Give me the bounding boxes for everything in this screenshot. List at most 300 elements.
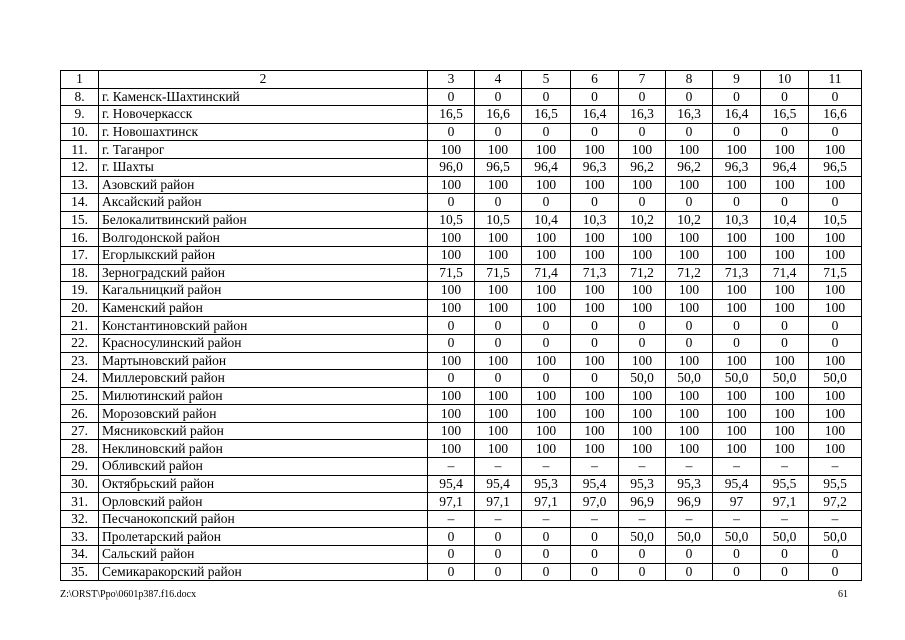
value-cell: 100 [809, 176, 862, 194]
header-cell: 11 [809, 71, 862, 89]
value-cell: 50,0 [713, 528, 761, 546]
table-row [61, 422, 862, 440]
value-cell: 0 [428, 370, 475, 388]
row-name: Миллеровский район [99, 370, 428, 388]
value-cell: 100 [713, 440, 761, 458]
value-cell: 96,2 [619, 158, 666, 176]
value-cell: 100 [619, 352, 666, 370]
footer-file-path: Z:\ORST\Ppo\0601p387.f16.docx [60, 589, 197, 600]
row-name: Мясниковский район [99, 422, 428, 440]
value-cell: – [761, 510, 809, 528]
row-number: 17. [61, 246, 99, 264]
value-cell: 0 [666, 194, 713, 212]
value-cell: 71,3 [713, 264, 761, 282]
value-cell: 0 [619, 546, 666, 564]
row-name: Азовский район [99, 176, 428, 194]
table-row [61, 246, 862, 264]
header-cell: 2 [99, 71, 428, 89]
row-name: Неклиновский район [99, 440, 428, 458]
value-cell: 10,5 [475, 211, 522, 229]
value-cell: 100 [571, 405, 619, 423]
value-cell: – [619, 458, 666, 476]
value-cell: 100 [713, 352, 761, 370]
value-cell: 100 [522, 229, 571, 247]
table-row [61, 317, 862, 335]
row-name: Каменский район [99, 299, 428, 317]
value-cell: 0 [713, 123, 761, 141]
value-cell: 100 [809, 246, 862, 264]
header-cell: 5 [522, 71, 571, 89]
row-number: 25. [61, 387, 99, 405]
table-row [61, 158, 862, 176]
row-name: Мартыновский район [99, 352, 428, 370]
table-row [61, 510, 862, 528]
value-cell: 16,4 [713, 106, 761, 124]
value-cell: 100 [522, 176, 571, 194]
table-row [61, 282, 862, 300]
table-row [61, 370, 862, 388]
value-cell: 100 [475, 282, 522, 300]
value-cell: 97,1 [475, 493, 522, 511]
value-cell: 96,2 [666, 158, 713, 176]
value-cell: 97,2 [809, 493, 862, 511]
value-cell: 0 [666, 123, 713, 141]
row-number: 35. [61, 563, 99, 581]
value-cell: 100 [619, 387, 666, 405]
value-cell: 0 [713, 334, 761, 352]
row-number: 9. [61, 106, 99, 124]
value-cell: 100 [475, 141, 522, 159]
value-cell: 100 [475, 387, 522, 405]
row-number: 18. [61, 264, 99, 282]
table-row [61, 264, 862, 282]
value-cell: 100 [713, 282, 761, 300]
value-cell: 16,5 [761, 106, 809, 124]
value-cell: – [475, 458, 522, 476]
value-cell: 100 [809, 141, 862, 159]
value-cell: 100 [428, 299, 475, 317]
value-cell: 0 [522, 546, 571, 564]
value-cell: 0 [428, 334, 475, 352]
value-cell: – [666, 510, 713, 528]
value-cell: 100 [428, 405, 475, 423]
value-cell: 100 [428, 229, 475, 247]
value-cell: 100 [475, 422, 522, 440]
value-cell: 100 [666, 141, 713, 159]
value-cell: 0 [522, 317, 571, 335]
value-cell: 0 [761, 334, 809, 352]
value-cell: 0 [522, 123, 571, 141]
value-cell: 100 [475, 229, 522, 247]
value-cell: 16,3 [619, 106, 666, 124]
value-cell: 10,4 [522, 211, 571, 229]
value-cell: – [809, 510, 862, 528]
value-cell: 0 [428, 123, 475, 141]
value-cell: 100 [809, 229, 862, 247]
value-cell: 95,5 [761, 475, 809, 493]
value-cell: 100 [761, 387, 809, 405]
value-cell: 100 [571, 282, 619, 300]
value-cell: 100 [713, 229, 761, 247]
value-cell: 0 [809, 123, 862, 141]
row-name: г. Новошахтинск [99, 123, 428, 141]
table-row [61, 440, 862, 458]
value-cell: 50,0 [666, 370, 713, 388]
row-number: 31. [61, 493, 99, 511]
row-name: Красносулинский район [99, 334, 428, 352]
value-cell: 95,3 [619, 475, 666, 493]
value-cell: 0 [809, 546, 862, 564]
value-cell: 50,0 [761, 370, 809, 388]
row-name: Семикаракорский район [99, 563, 428, 581]
value-cell: 0 [571, 563, 619, 581]
value-cell: 97,0 [571, 493, 619, 511]
table-row [61, 405, 862, 423]
row-number: 26. [61, 405, 99, 423]
value-cell: 100 [619, 440, 666, 458]
header-cell: 7 [619, 71, 666, 89]
value-cell: 0 [475, 123, 522, 141]
value-cell: 50,0 [666, 528, 713, 546]
row-number: 11. [61, 141, 99, 159]
value-cell: 100 [713, 141, 761, 159]
value-cell: 16,6 [475, 106, 522, 124]
header-cell: 4 [475, 71, 522, 89]
value-cell: 100 [619, 246, 666, 264]
value-cell: 16,6 [809, 106, 862, 124]
value-cell: 100 [809, 387, 862, 405]
value-cell: 0 [428, 546, 475, 564]
row-name: Октябрьский район [99, 475, 428, 493]
row-name: Обливский район [99, 458, 428, 476]
table-row [61, 493, 862, 511]
row-name: Пролетарский район [99, 528, 428, 546]
value-cell: 0 [666, 563, 713, 581]
value-cell: – [428, 510, 475, 528]
value-cell: 100 [666, 246, 713, 264]
value-cell: 100 [522, 352, 571, 370]
value-cell: 96,4 [761, 158, 809, 176]
row-name: Зерноградский район [99, 264, 428, 282]
value-cell: 100 [761, 352, 809, 370]
value-cell: 0 [666, 546, 713, 564]
value-cell: 16,5 [428, 106, 475, 124]
row-number: 33. [61, 528, 99, 546]
value-cell: 100 [475, 246, 522, 264]
row-number: 16. [61, 229, 99, 247]
value-cell: 100 [761, 141, 809, 159]
header-cell: 9 [713, 71, 761, 89]
value-cell: 96,5 [809, 158, 862, 176]
value-cell: 96,9 [666, 493, 713, 511]
row-name: г. Каменск-Шахтинский [99, 88, 428, 106]
value-cell: 100 [761, 176, 809, 194]
value-cell: 100 [522, 440, 571, 458]
value-cell: 100 [713, 246, 761, 264]
row-name: Егорлыкский район [99, 246, 428, 264]
value-cell: – [522, 458, 571, 476]
value-cell: 71,5 [428, 264, 475, 282]
table-row [61, 563, 862, 581]
value-cell: 71,4 [761, 264, 809, 282]
value-cell: 100 [571, 422, 619, 440]
value-cell: 0 [522, 194, 571, 212]
value-cell: 100 [761, 246, 809, 264]
value-cell: 100 [475, 440, 522, 458]
value-cell: 100 [571, 141, 619, 159]
value-cell: 0 [619, 563, 666, 581]
value-cell: 71,2 [666, 264, 713, 282]
value-cell: 0 [428, 194, 475, 212]
row-number: 22. [61, 334, 99, 352]
value-cell: – [619, 510, 666, 528]
value-cell: 100 [428, 246, 475, 264]
value-cell: 100 [761, 440, 809, 458]
value-cell: 71,4 [522, 264, 571, 282]
value-cell: 100 [571, 440, 619, 458]
value-cell: 95,3 [666, 475, 713, 493]
row-number: 28. [61, 440, 99, 458]
value-cell: 100 [809, 299, 862, 317]
value-cell: 0 [475, 334, 522, 352]
row-number: 13. [61, 176, 99, 194]
value-cell: 0 [619, 88, 666, 106]
table-row [61, 387, 862, 405]
value-cell: 0 [571, 334, 619, 352]
value-cell: 0 [713, 194, 761, 212]
value-cell: 0 [619, 334, 666, 352]
value-cell: 96,3 [571, 158, 619, 176]
value-cell: 100 [475, 405, 522, 423]
value-cell: 100 [761, 299, 809, 317]
row-number: 20. [61, 299, 99, 317]
value-cell: 50,0 [619, 528, 666, 546]
value-cell: 100 [571, 352, 619, 370]
value-cell: 0 [761, 88, 809, 106]
row-name: Константиновский район [99, 317, 428, 335]
value-cell: 0 [809, 334, 862, 352]
value-cell: 96,5 [475, 158, 522, 176]
value-cell: 100 [666, 282, 713, 300]
header-cell: 3 [428, 71, 475, 89]
value-cell: 71,5 [809, 264, 862, 282]
value-cell: 100 [619, 405, 666, 423]
value-cell: 100 [428, 422, 475, 440]
row-number: 10. [61, 123, 99, 141]
value-cell: 100 [666, 176, 713, 194]
value-cell: 100 [809, 422, 862, 440]
table-row [61, 546, 862, 564]
value-cell: 0 [522, 563, 571, 581]
table-row [61, 211, 862, 229]
value-cell: 100 [666, 405, 713, 423]
value-cell: 0 [619, 123, 666, 141]
row-number: 23. [61, 352, 99, 370]
value-cell: 0 [475, 88, 522, 106]
value-cell: 0 [475, 194, 522, 212]
header-cell: 1 [61, 71, 99, 89]
row-number: 30. [61, 475, 99, 493]
value-cell: 10,2 [619, 211, 666, 229]
value-cell: 97,1 [428, 493, 475, 511]
value-cell: 100 [428, 387, 475, 405]
value-cell: 100 [522, 405, 571, 423]
table-row [61, 106, 862, 124]
table-body [61, 71, 862, 581]
value-cell: 100 [713, 422, 761, 440]
value-cell: 0 [666, 317, 713, 335]
value-cell: 100 [619, 176, 666, 194]
value-cell: 96,0 [428, 158, 475, 176]
value-cell: 100 [571, 229, 619, 247]
value-cell: – [571, 510, 619, 528]
value-cell: – [761, 458, 809, 476]
value-cell: 0 [522, 370, 571, 388]
value-cell: 100 [522, 141, 571, 159]
value-cell: 0 [666, 334, 713, 352]
value-cell: 0 [522, 88, 571, 106]
value-cell: 96,9 [619, 493, 666, 511]
value-cell: 0 [522, 334, 571, 352]
value-cell: 0 [761, 194, 809, 212]
value-cell: 0 [571, 317, 619, 335]
value-cell: 100 [522, 422, 571, 440]
value-cell: 0 [713, 546, 761, 564]
value-cell: 100 [761, 405, 809, 423]
table-row [61, 334, 862, 352]
value-cell: 0 [809, 563, 862, 581]
value-cell: 0 [809, 88, 862, 106]
value-cell: 100 [713, 299, 761, 317]
value-cell: 100 [571, 176, 619, 194]
value-cell: 0 [475, 528, 522, 546]
value-cell: 0 [475, 370, 522, 388]
row-number: 24. [61, 370, 99, 388]
value-cell: 100 [666, 299, 713, 317]
row-number: 15. [61, 211, 99, 229]
value-cell: 0 [475, 563, 522, 581]
value-cell: 0 [428, 88, 475, 106]
row-number: 19. [61, 282, 99, 300]
value-cell: 100 [713, 176, 761, 194]
value-cell: 10,3 [571, 211, 619, 229]
value-cell: 95,4 [475, 475, 522, 493]
value-cell: 0 [619, 317, 666, 335]
table-row [61, 229, 862, 247]
value-cell: 0 [428, 528, 475, 546]
value-cell: 100 [619, 282, 666, 300]
value-cell: – [713, 458, 761, 476]
value-cell: 100 [571, 387, 619, 405]
value-cell: – [713, 510, 761, 528]
value-cell: 0 [619, 194, 666, 212]
value-cell: 100 [619, 422, 666, 440]
value-cell: 97,1 [761, 493, 809, 511]
value-cell: 100 [666, 352, 713, 370]
value-cell: 0 [713, 88, 761, 106]
table-row [61, 123, 862, 141]
table-row [61, 141, 862, 159]
row-name: г. Новочеркасск [99, 106, 428, 124]
row-name: г. Шахты [99, 158, 428, 176]
row-name: Волгодонской район [99, 229, 428, 247]
value-cell: 0 [713, 563, 761, 581]
value-cell: 100 [713, 405, 761, 423]
value-cell: 0 [571, 123, 619, 141]
value-cell: 0 [475, 546, 522, 564]
value-cell: 100 [428, 352, 475, 370]
value-cell: 0 [571, 546, 619, 564]
value-cell: 0 [713, 317, 761, 335]
value-cell: 100 [761, 282, 809, 300]
value-cell: 16,5 [522, 106, 571, 124]
value-cell: 0 [428, 317, 475, 335]
value-cell: 50,0 [809, 528, 862, 546]
value-cell: 16,4 [571, 106, 619, 124]
table-row [61, 88, 862, 106]
value-cell: 0 [761, 563, 809, 581]
value-cell: 0 [761, 546, 809, 564]
table-row [61, 475, 862, 493]
value-cell: 10,5 [428, 211, 475, 229]
value-cell: 0 [761, 123, 809, 141]
row-name: Кагальницкий район [99, 282, 428, 300]
value-cell: 100 [619, 141, 666, 159]
value-cell: 10,2 [666, 211, 713, 229]
value-cell: 96,4 [522, 158, 571, 176]
value-cell: 100 [619, 299, 666, 317]
row-name: г. Таганрог [99, 141, 428, 159]
value-cell: 100 [522, 246, 571, 264]
value-cell: 100 [619, 229, 666, 247]
value-cell: 95,4 [571, 475, 619, 493]
row-number: 8. [61, 88, 99, 106]
value-cell: 50,0 [713, 370, 761, 388]
value-cell: 100 [761, 229, 809, 247]
value-cell: 0 [571, 528, 619, 546]
value-cell: 0 [522, 528, 571, 546]
value-cell: 0 [571, 88, 619, 106]
value-cell: 95,4 [713, 475, 761, 493]
value-cell: – [571, 458, 619, 476]
value-cell: 100 [475, 352, 522, 370]
row-number: 21. [61, 317, 99, 335]
value-cell: 100 [428, 440, 475, 458]
value-cell: 100 [761, 422, 809, 440]
value-cell: 96,3 [713, 158, 761, 176]
row-name: Сальский район [99, 546, 428, 564]
table-row [61, 352, 862, 370]
table-row [61, 176, 862, 194]
value-cell: – [428, 458, 475, 476]
header-cell: 8 [666, 71, 713, 89]
header-cell: 10 [761, 71, 809, 89]
value-cell: 50,0 [809, 370, 862, 388]
value-cell: 0 [809, 317, 862, 335]
value-cell: 100 [522, 282, 571, 300]
table-row [61, 528, 862, 546]
value-cell: 100 [428, 176, 475, 194]
value-cell: 16,3 [666, 106, 713, 124]
row-number: 27. [61, 422, 99, 440]
row-name: Орловский район [99, 493, 428, 511]
value-cell: 95,4 [428, 475, 475, 493]
value-cell: 100 [522, 299, 571, 317]
value-cell: 50,0 [761, 528, 809, 546]
table-row [61, 194, 862, 212]
row-name: Милютинский район [99, 387, 428, 405]
value-cell: 0 [761, 317, 809, 335]
